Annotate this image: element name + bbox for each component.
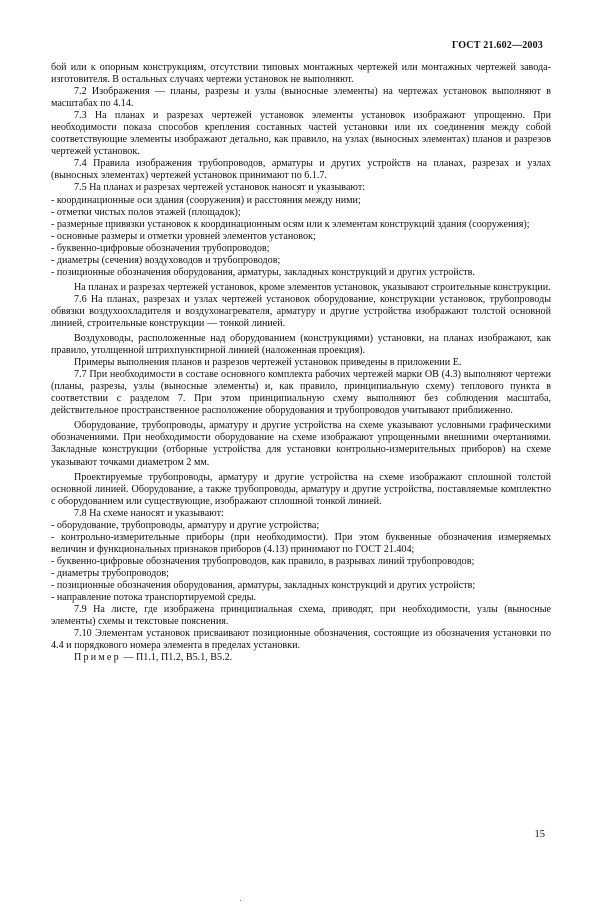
scan-speck [240,900,241,901]
example-text: — П1.1, П1.2, В5.1, В5.2. [120,652,233,664]
paragraph: 7.2 Изображения — планы, разрезы и узлы (выносные элементы) на чертежах установок выполняют в масштабах по 4.14. [51,86,551,110]
paragraph: - диаметры трубопроводов; [51,567,169,579]
paragraph: - оборудование, трубопроводы, арматуру и другие устройства; [51,519,320,531]
paragraph: - буквенно-цифровые обозначения трубопроводов, как правило, в разрывах линий трубопроводов; [51,555,475,567]
paragraph: - диаметры (сечения) воздуховодов и трубопроводов; [51,254,281,266]
paragraph: 7.9 На листе, где изображена принципиальная схема, приводят, при необходимости, узлы (выносные элементы) схемы и текстовые пояснения. [51,604,551,628]
paragraph: - позиционные обозначения оборудования, арматуры, закладных конструкций и других устройств. [51,266,475,278]
paragraph: - позиционные обозначения оборудования, арматуры, закладных конструкций и других устройств; [51,579,476,591]
paragraph: 7.3 На планах и разрезах чертежей установок элементы установок изображают упрощенно. При необходимости показа способов крепления составных частей установки или их соединения между собой соответствующие элементы изображают детально, как правило, на узлах (выносных элементах) планов и разрезов чертежей установок. [51,110,551,158]
paragraph: На планах и разрезах чертежей установок, кроме элементов установок, указывают строительные конструкции. [74,281,551,293]
paragraph: Примеры выполнения планов и разрезов чертежей установок приведены в приложении Е. [74,357,462,369]
paragraph: - направление потока транспортируемой среды. [51,592,257,604]
paragraph: - буквенно-цифровые обозначения трубопроводов; [51,242,270,254]
paragraph: 7.7 При необходимости в составе основного комплекта рабочих чертежей марки ОВ (4.3) выполняют чертежи (планы, разрезы, узлы (выносные элементы) и, как правило, принципиальную схему) теплового пункта в соответствии с разделом 7. При этом принципиальную схему выполняют без соблюдения масштаба, действительное пространственное расположение оборудования и трубопроводов учитывают приближенно. [51,369,551,417]
doc-code-header: ГОСТ 21.602—2003 [451,40,543,51]
paragraph: Проектируемые трубопроводы, арматуру и другие устройства на схеме изображают сплошной толстой основной линией. Оборудование, а также трубопроводы, арматуру и другие устройства, поставляемые комплектно с оборудованием или существующие, изображают сплошной тонкой линией. [51,471,551,507]
paragraph: 7.8 На схеме наносят и указывают: [74,507,224,519]
paragraph: - основные размеры и отметки уровней элементов установок; [51,230,316,242]
document-body [51,62,551,664]
example-label: Пример [74,652,121,664]
paragraph: бой или к опорным конструкциям, отсутствии типовых монтажных чертежей или монтажных чертежей завода-изготовителя. В остальных случаях чертежи установок не выполняют. [51,62,551,86]
paragraph: 7.6 На планах, разрезах и узлах чертежей установок оборудование, конструкции установок, трубопроводы обвязки воздухоохладителя и воздухонагревателя, арматуру и другие устройства изображают толстой основной линией, строительные конструкции — тонкой линией. [51,293,551,329]
paragraph: 7.4 Правила изображения трубопроводов, арматуры и других устройств на планах, разрезах и узлах (выносных элементах) чертежей установок принимают по 6.1.7. [51,158,551,182]
paragraph: - координационные оси здания (сооружения) и расстояния между ними; [51,194,361,206]
paragraph: Воздуховоды, расположенные над оборудованием (конструкциями) установки, на планах изображают, как правило, утолщенной штрихпунктирной линией (наложенная проекция). [51,333,551,357]
paragraph: - размерные привязки установок к координационным осям или к элементам конструкций здания (сооружения); [51,218,530,230]
paragraph: - контрольно-измерительные приборы (при необходимости). При этом буквенные обозначения измеряемых величин и функциональных признаков приборов (4.13) принимают по ГОСТ 21.404; [51,531,551,555]
paragraph: 7.5 На планах и разрезах чертежей установок наносят и указывают: [74,182,366,194]
paragraph: Оборудование, трубопроводы, арматуру и другие устройства на схеме указывают условными графическими обозначениями. При необходимости оборудование на схеме изображают упрощенными внешними очертаниями. Закладные конструкции (отборные устройства для установки контрольно-измерительных приборов) на схеме указывают точками диаметром 2 мм. [51,420,551,468]
paragraph: 7.10 Элементам установок присваивают позиционные обозначения, состоящие из обозначения установки по 4.4 и порядкового номера элемента в пределах установки. [51,628,551,652]
page-number: 15 [534,829,545,840]
example-paragraph [51,652,551,664]
paragraph: - отметки чистых полов этажей (площадок); [51,206,241,218]
